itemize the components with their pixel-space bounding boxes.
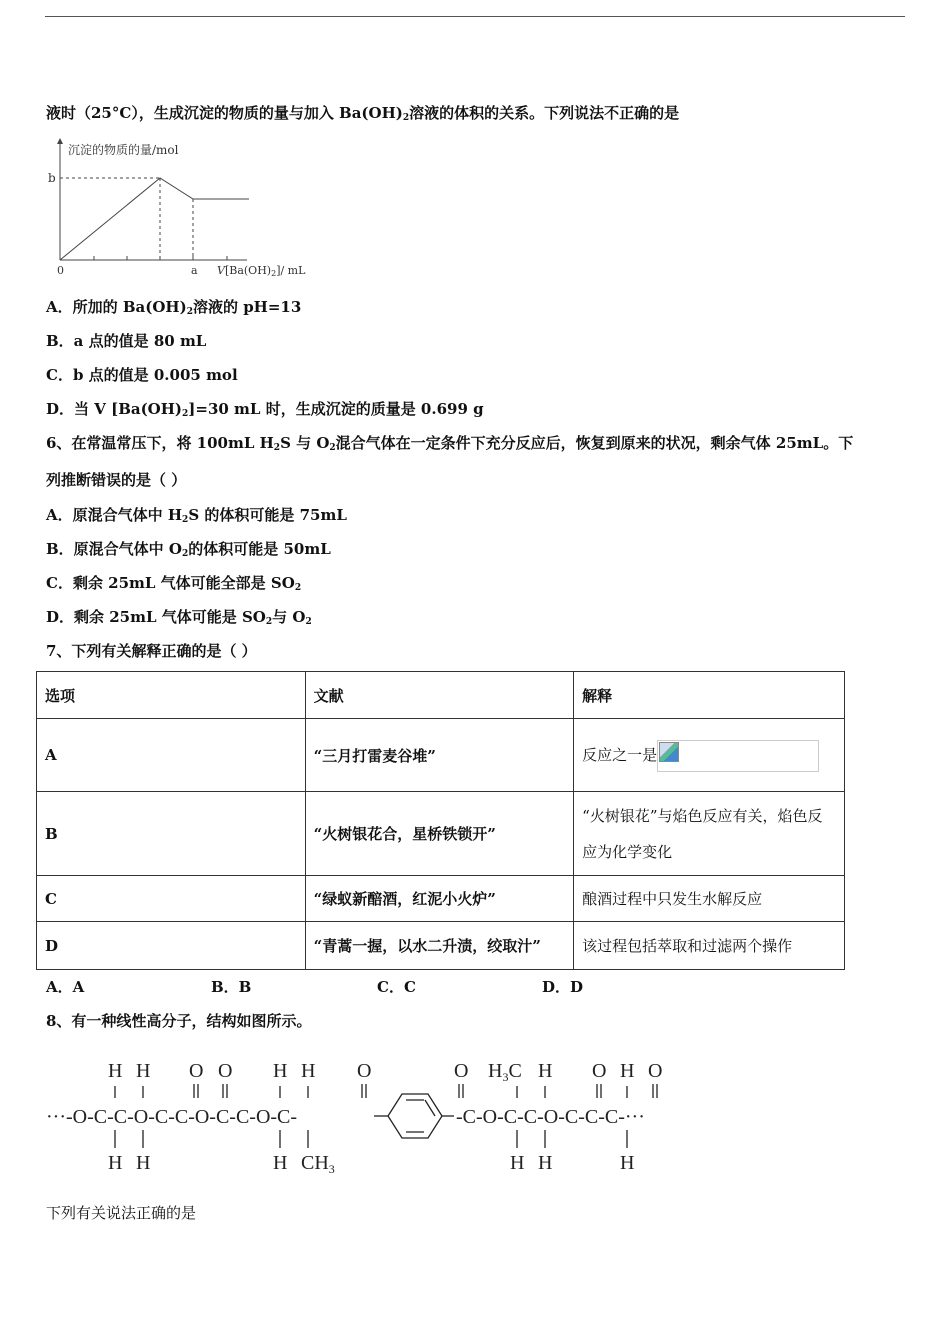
polymer-structure-diagram bbox=[46, 1052, 706, 1182]
row-literature: “绿蚁新醅酒，红泥小火炉” bbox=[305, 876, 574, 922]
table-row bbox=[37, 922, 845, 970]
precipitate-graph bbox=[42, 136, 312, 281]
header-explanation: 解释 bbox=[574, 672, 845, 719]
svg-text:H: H bbox=[136, 1152, 151, 1174]
svg-text:O: O bbox=[218, 1060, 233, 1082]
q6-stem-line1: 6、在常温常压下，将 100mL $H_2S$ 与 $O_2$混合气体在一定条件下充分反应后，恢复到原来的状况，剩余气体 25mL。下 bbox=[46, 434, 854, 453]
header-option: 选项 bbox=[37, 672, 306, 719]
svg-text:H: H bbox=[538, 1152, 553, 1174]
svg-text:H: H bbox=[538, 1060, 553, 1082]
q5-option-a: A．所加的 $Ba(OH)_2$溶液的 pH=13 bbox=[46, 298, 302, 317]
q7-table bbox=[36, 671, 845, 970]
row-explanation: 该过程包括萃取和过滤两个操作 bbox=[574, 922, 845, 970]
graph-ylabel: 沉淀的物质的量/mol bbox=[68, 143, 179, 157]
row-explanation: 酿酒过程中只发生水解反应 bbox=[574, 876, 845, 922]
row-option: D bbox=[37, 922, 306, 970]
svg-text:CH3: $CH_3$ bbox=[301, 1152, 335, 1176]
row-option: C bbox=[37, 876, 306, 922]
svg-text:-C-O-C-C-O-C-C-C-···: -C-O-C-C-O-C-C-C-··· bbox=[456, 1106, 645, 1128]
broken-image-icon bbox=[657, 740, 819, 772]
row-literature: “火树银花合，星桥铁锁开” bbox=[305, 792, 574, 876]
svg-text:H: H bbox=[136, 1060, 151, 1082]
svg-text:H: H bbox=[108, 1152, 123, 1174]
answer-a: A．A bbox=[46, 978, 85, 996]
svg-text:H: H bbox=[510, 1152, 525, 1174]
q6-option-b: B．原混合气体中 $O_2$的体积可能是 50mL bbox=[46, 540, 331, 559]
svg-text:···-O-C-C-O-C-C-O-C-C-O-C-: ···-O-C-C-O-C-C-O-C-C-O-C- bbox=[46, 1106, 298, 1128]
q7-title: 7、下列有关解释正确的是（ ） bbox=[46, 642, 257, 660]
row-option: A bbox=[37, 719, 306, 792]
svg-text:H: H bbox=[620, 1060, 635, 1082]
row-explanation: 反应之一是 bbox=[574, 719, 845, 792]
q6-option-d: D．剩余 25mL 气体可能是 $SO_2$与 $O_2$ bbox=[46, 608, 312, 627]
table-row bbox=[37, 719, 845, 792]
answer-c: C．C bbox=[377, 978, 416, 996]
svg-text:O: O bbox=[454, 1060, 469, 1082]
q5-option-b: B．a 点的值是 80 mL bbox=[46, 332, 207, 350]
svg-text:H: H bbox=[620, 1152, 635, 1174]
header-rule bbox=[45, 16, 905, 17]
graph-xlabel: V[Ba(OH)2]/ mL bbox=[217, 264, 306, 278]
graph-a-label: a bbox=[191, 264, 198, 277]
table-header-row bbox=[37, 672, 845, 719]
table-row bbox=[37, 792, 845, 876]
answer-d: D．D bbox=[542, 978, 584, 996]
svg-text:O: O bbox=[592, 1060, 607, 1082]
svg-text:H: H bbox=[273, 1060, 288, 1082]
svg-text:O: O bbox=[189, 1060, 204, 1082]
q5-intro: 液时（25°C），生成沉淀的物质的量与加入 $Ba(OH)_2$溶液的体积的关系。下列说法不正确的是 bbox=[46, 104, 680, 123]
svg-text:O: O bbox=[357, 1060, 372, 1082]
svg-text:O: O bbox=[648, 1060, 663, 1082]
row-literature: “三月打雷麦谷堆” bbox=[305, 719, 574, 792]
q6-option-a: A．原混合气体中 $H_2S$ 的体积可能是 75mL bbox=[46, 506, 347, 525]
row-explanation: “火树银花”与焰色反应有关，焰色反应为化学变化 bbox=[574, 792, 845, 876]
q6-stem-line2: 列推断错误的是（ ） bbox=[46, 471, 187, 489]
q5-option-c: C．b 点的值是 0.005 mol bbox=[46, 366, 238, 384]
precipitate-curve bbox=[60, 178, 249, 260]
row-literature: “青蒿一握，以水二升渍，绞取汁” bbox=[305, 922, 574, 970]
answer-b: B．B bbox=[211, 978, 252, 996]
q5-option-d: D．当 V $[Ba(OH)_2]=30$ mL 时，生成沉淀的质量是 0.699 g bbox=[46, 400, 484, 419]
svg-text:H: H bbox=[108, 1060, 123, 1082]
q8-question: 下列有关说法正确的是 bbox=[46, 1204, 197, 1222]
svg-text:H3C: $H_3C$ bbox=[488, 1060, 522, 1084]
q6-option-c: C．剩余 25mL 气体可能全部是 $SO_2$ bbox=[46, 574, 302, 593]
header-literature: 文献 bbox=[305, 672, 574, 719]
graph-b-label: b bbox=[48, 171, 56, 185]
benzene-ring bbox=[374, 1094, 454, 1138]
row-option: B bbox=[37, 792, 306, 876]
table-row bbox=[37, 876, 845, 922]
svg-text:H: H bbox=[301, 1060, 316, 1082]
svg-text:H: H bbox=[273, 1152, 288, 1174]
graph-origin: 0 bbox=[57, 264, 64, 277]
q8-title: 8、有一种线性高分子，结构如图所示。 bbox=[46, 1012, 312, 1030]
